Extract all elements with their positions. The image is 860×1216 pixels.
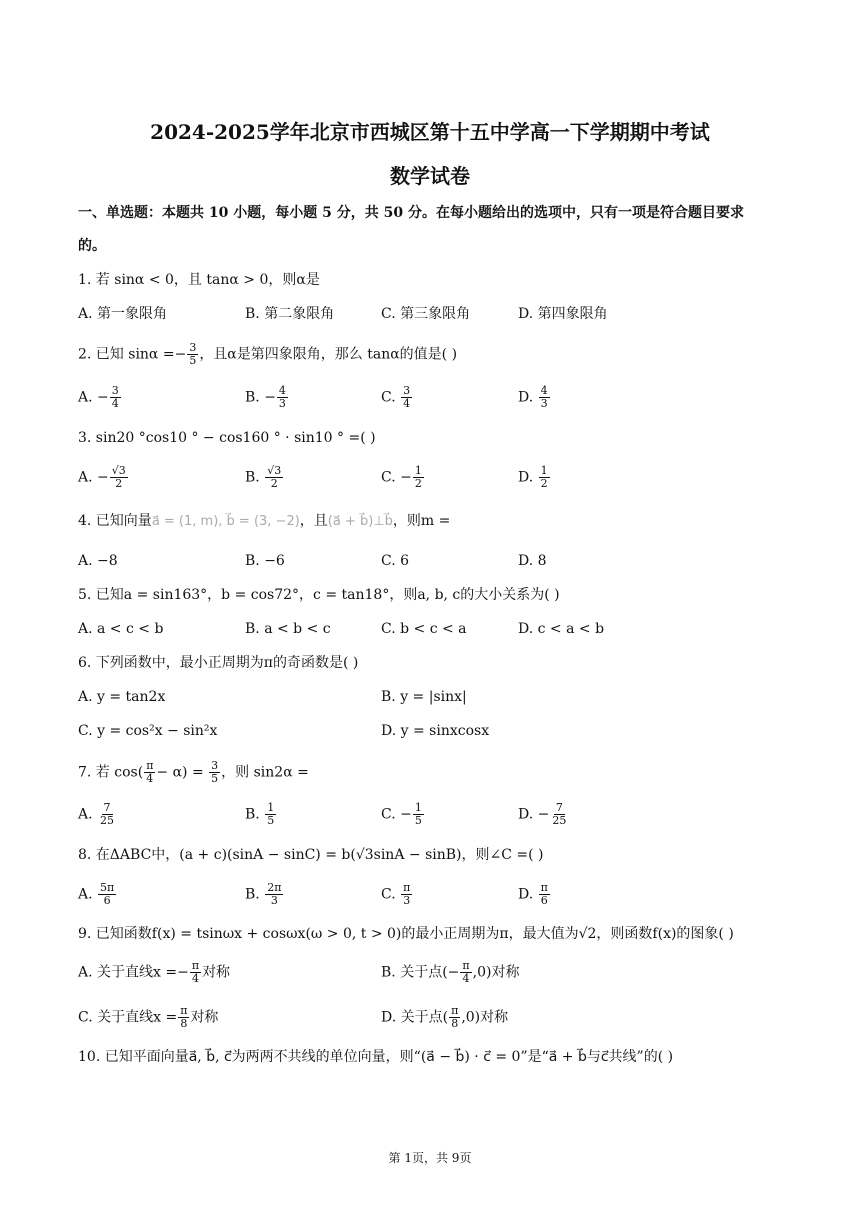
question-10: 10. 已知平面向量a⃗, b⃗, c⃗为两两不共线的单位向量，则“(a⃗ − b⃗) · c⃗ = 0”是“a⃗ + b⃗与c⃗共线”的( ) [78,1049,674,1065]
q9-option-b: B. 关于点(− $\frac{\pi}{4}$ ,0)对称 [381,959,520,985]
q3-option-c: C. − $\frac{1}{2}$ [381,464,422,490]
q4-option-c: C. 6 [381,553,410,569]
q1-option-a: A. 第一象限角 [78,306,168,322]
q3-option-b: B. $\frac{√3}{2}$ [245,464,282,490]
q6-option-c: C. y = cos²x − sin²x [78,723,218,739]
question-2: 2. 已知 sinα =− $\frac{3}{5}$ ，且α是第四象限角，那么 tanα的值是( ) [78,341,458,367]
q6-option-a: A. y = tan2x [78,689,166,705]
q7-option-a: A. $\frac{7}{25}$ [78,801,115,827]
vector-image-inline: a⃗ = (1, m), b⃗ = (3, −2) [151,514,300,529]
q2-option-d: D. $\frac{4}{3}$ [518,384,548,410]
q4-option-b: B. −6 [245,553,285,569]
q4-option-a: A. −8 [78,553,118,569]
q1-option-c: C. 第三象限角 [381,306,471,322]
section-heading: 一、单选题：本题共 10 小题，每小题 5 分，共 50 分。在每小题给出的选项中，只有一项是符合题目要求 [78,205,744,221]
q8-option-a: A. $\frac{5\pi}{6}$ [78,881,115,907]
q5-option-b: B. a < b < c [245,621,331,637]
q9-option-a: A. 关于直线x =− $\frac{\pi}{4}$ 对称 [78,959,231,985]
page-footer: 第 1页，共 9页 [388,1151,472,1165]
q5-option-a: A. a < c < b [78,621,164,637]
question-7: 7. 若 cos( $\frac{\pi}{4}$ − α) = $\frac{3}{5}$ ，则 sin2α = [78,759,309,785]
section-heading-cont: 的。 [78,238,106,254]
question-6: 6. 下列函数中，最小正周期为π的奇函数是( ) [78,655,359,671]
q7-option-c: C. − $\frac{1}{5}$ [381,801,422,827]
q1-option-d: D. 第四象限角 [518,306,608,322]
exam-title: 2024-2025学年北京市西城区第十五中学高一下学期期中考试 [150,120,710,144]
question-1: 1. 若 sinα < 0，且 tanα > 0，则α是 [78,272,320,288]
exam-subtitle: 数学试卷 [390,164,470,188]
question-9: 9. 已知函数f(x) = tsinωx + cosωx(ω > 0, t > 0)的最小正周期为π，最大值为√2，则函数f(x)的图象( ) [78,926,734,942]
q4-option-d: D. 8 [518,553,547,569]
q9-option-d: D. 关于点( $\frac{\pi}{8}$ ,0)对称 [381,1004,509,1030]
q6-option-b: B. y = |sinx| [381,689,467,705]
question-3: 3. sin20 °cos10 ° − cos160 ° · sin10 ° =( ) [78,430,376,446]
q2-option-b: B. − $\frac{4}{3}$ [245,384,286,410]
vector-image-inline-2: (a⃗ + b⃗)⊥b⃗ [327,514,393,529]
q6-option-d: D. y = sinxcosx [381,723,490,739]
question-5: 5. 已知a = sin163°，b = cos72°，c = tan18°，则a, b, c的大小关系为( ) [78,587,560,603]
q3-option-d: D. $\frac{1}{2}$ [518,464,548,490]
question-8: 8. 在ΔABC中，(a + c)(sinA − sinC) = b(√3sinA − sinB)，则∠C =( ) [78,847,544,863]
q1-option-b: B. 第二象限角 [245,306,335,322]
q8-option-d: D. $\frac{\pi}{6}$ [518,881,548,907]
q8-option-b: B. $\frac{2\pi}{3}$ [245,881,282,907]
q8-option-c: C. $\frac{\pi}{3}$ [381,881,411,907]
q5-option-c: C. b < c < a [381,621,467,637]
q9-option-c: C. 关于直线x = $\frac{\pi}{8}$ 对称 [78,1004,219,1030]
q2-option-c: C. $\frac{3}{4}$ [381,384,411,410]
q2-option-a: A. − $\frac{3}{4}$ [78,384,119,410]
q5-option-d: D. c < a < b [518,621,605,637]
q7-option-d: D. − $\frac{7}{25}$ [518,801,567,827]
q3-option-a: A. − $\frac{√3}{2}$ [78,464,126,490]
question-4: 4. 已知向量a⃗ = (1, m), b⃗ = (3, −2)，且(a⃗ + b⃗)⊥b⃗，则m = [78,513,451,529]
q7-option-b: B. $\frac{1}{5}$ [245,801,275,827]
